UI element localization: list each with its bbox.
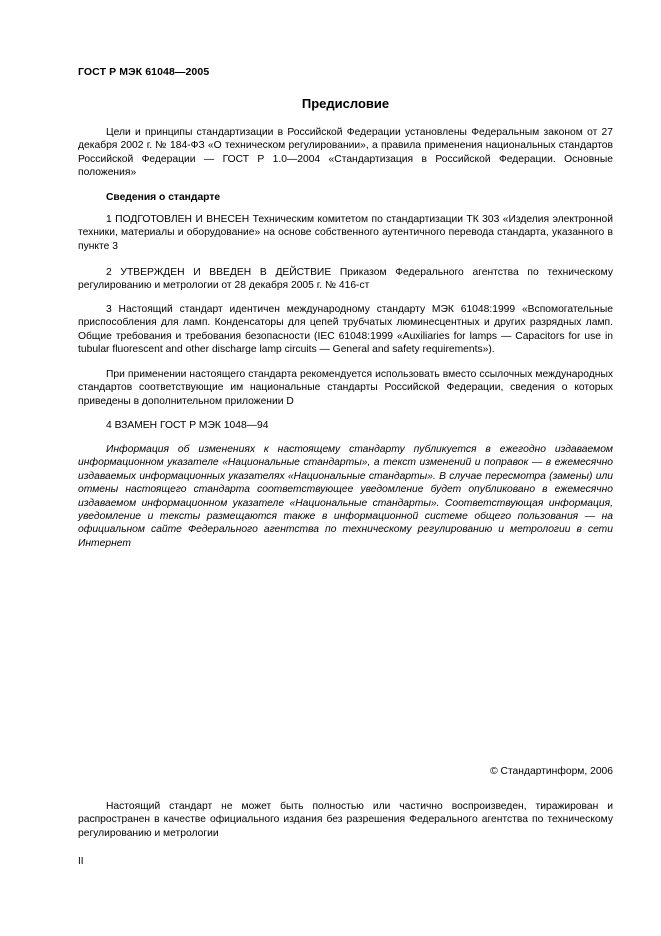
item-3-note-paragraph: При применении настоящего стандарта рекомендуется использовать вместо ссылочных международных стандартов соответствующие им национальные стандарты Российской Федерации, сведения о которых приведены в дополнительном приложении D <box>78 369 613 407</box>
page-number: II <box>78 856 84 867</box>
reproduction-notice: Настоящий стандарт не может быть полностью или частично воспроизведен, тиражирован и распространен в качестве официального издания без разрешения Федерального агентства по техническому регулированию и метрологии <box>78 801 613 839</box>
intro-paragraph: Цели и принципы стандартизации в Российской Федерации установлены Федеральным законом от 27 декабря 2002 г. № 184-ФЗ «О техническом регулировании», а правила применения национальных стандартов Российской Федерации — ГОСТ Р 1.0—2004 «Стандартизация в Российской Федерации. Основные положения» <box>78 127 613 179</box>
copyright-notice: © Стандартинформ, 2006 <box>490 766 613 777</box>
notice-paragraph: Информация об изменениях к настоящему стандарту публикуется в ежегодно издаваемом информационном указателе «Национальные стандарты», а текст изменений и поправок — в ежемесячно издаваемых информационных указателях «Национальные стандарты». В случае пересмотра (замены) или отмены настоящего стандарта соответствующее уведомление будет опубликовано в ежемесячно издаваемом информационном указателе «Национальные стандарты». Соответствующая информация, уведомление и тексты размещаются также в информационной системе общего пользования — на официальном сайте Федерального агентства по техническому регулированию и метрологии в сети Интернет <box>78 444 613 549</box>
item-3-paragraph: 3 Настоящий стандарт идентичен международному стандарту МЭК 61048:1999 «Вспомогательные приспособления для ламп. Конденсаторы для цепей трубчатых люминесцентных и других разрядных ламп. Общие требования и требования безопасности (IEC 61048:1999 «Auxiliaries for lamps — Capacitors for use in tubular fluorescent and other discharge lamp circuits — General and safety requirements»). <box>78 304 613 356</box>
item-4-paragraph: 4 ВЗАМЕН ГОСТ Р МЭК 1048—94 <box>106 420 269 431</box>
document-code: ГОСТ Р МЭК 61048—2005 <box>78 66 210 78</box>
item-1-paragraph: 1 ПОДГОТОВЛЕН И ВНЕСЕН Техническим комитетом по стандартизации ТК 303 «Изделия электронной техники, материалы и оборудование» на основе собственного аутентичного перевода стандарта, указанного в пункте 3 <box>78 214 613 252</box>
page-title: Предисловие <box>301 96 390 111</box>
item-2-paragraph: 2 УТВЕРЖДЕН И ВВЕДЕН В ДЕЙСТВИЕ Приказом Федерального агентства по техническому регулированию и метрологии от 28 декабря 2005 г. № 416-ст <box>78 267 613 292</box>
info-heading: Сведения о стандарте <box>106 192 221 203</box>
